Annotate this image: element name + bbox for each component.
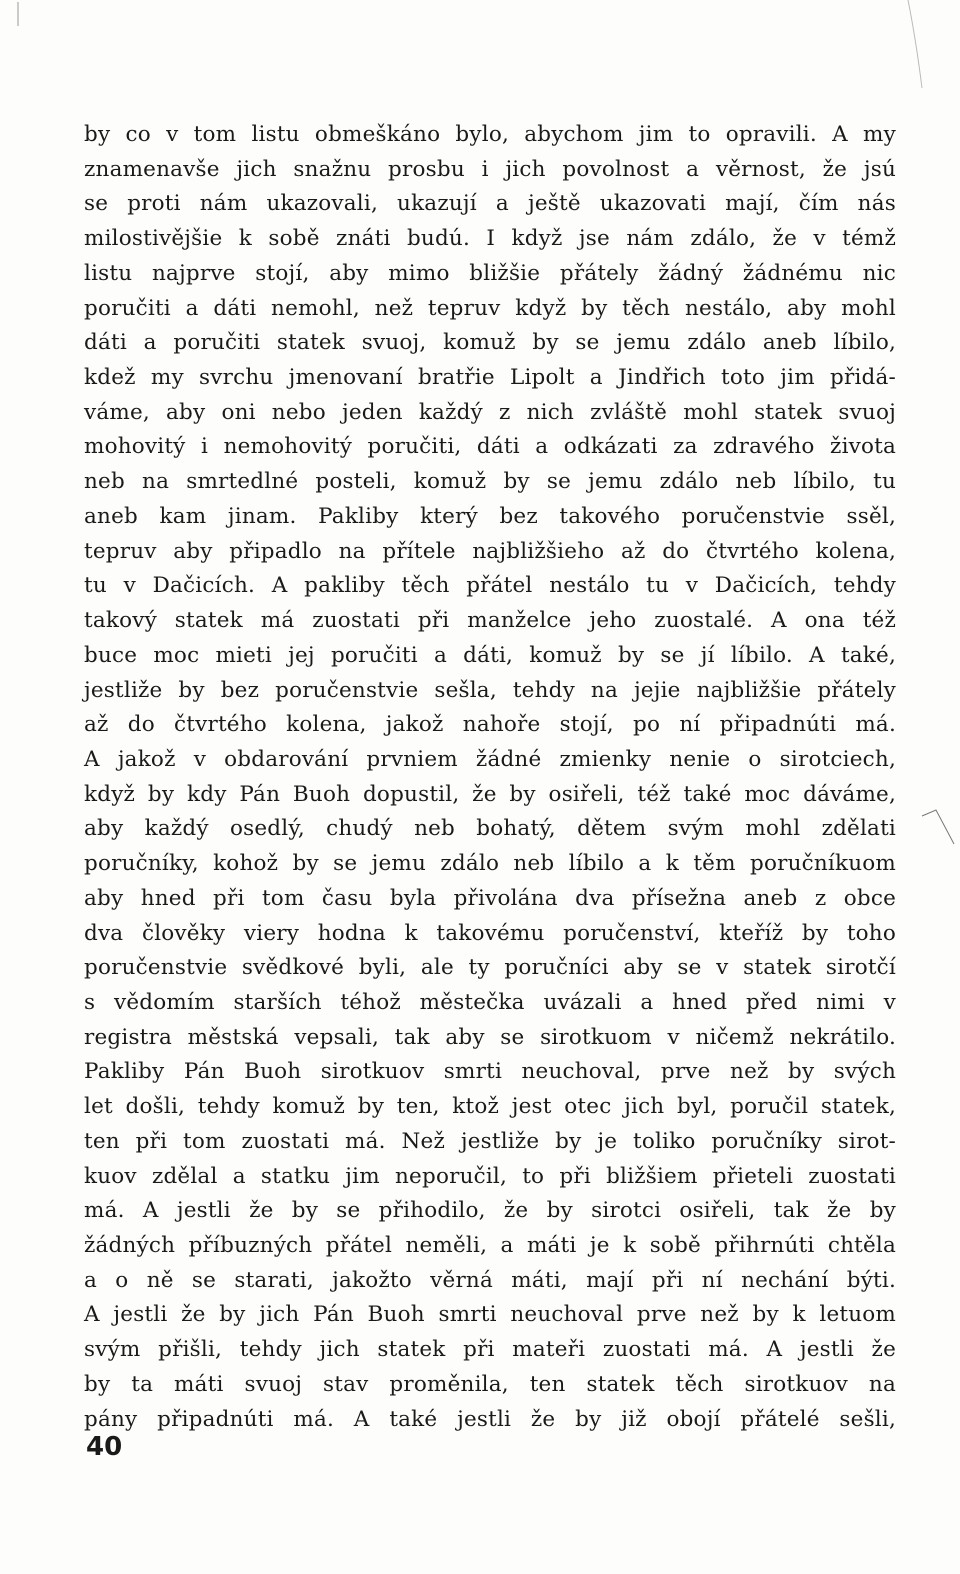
text-line: žádných příbuzných přátel neměli, a máti je k sobě přihrnúti chtěla (84, 1233, 896, 1258)
scan-mark-top (906, 0, 926, 90)
text-line: pány připadnúti má. A také jestli že by již obojí přátelé sešli, (84, 1406, 896, 1432)
page-number: 40 (86, 1432, 123, 1462)
text-line: kuov zdělal a statku jim neporučil, to při bližšiem přieteli zuostati (84, 1163, 896, 1189)
text-line: poručiti a dáti nemohl, než tepruv když by těch nestálo, aby mohl (84, 295, 896, 321)
text-line: má. A jestli že by se přihodilo, že by sirotci osiřeli, tak že by (84, 1198, 896, 1224)
text-line: let došli, tehdy komuž by ten, ktož jest otec jich byl, poručil statek, (84, 1094, 896, 1120)
text-line: když by kdy Pán Buoh dopustil, že by osiřeli, též také moc dáváme, (84, 781, 896, 807)
scan-mark-left (14, 0, 22, 30)
text-line: poručenstvie svědkové byli, ale ty poručníci aby se v statek sirotčí (84, 955, 896, 981)
text-line: dáti a poručiti statek svuoj, komuž by se jemu zdálo aneb líbilo, (84, 330, 896, 356)
text-line: mohovitý i nemohovitý poručiti, dáti a odkázati za zdravého života (84, 434, 896, 460)
text-line: s vědomím starších téhož městečka uvázali a hned před nimi v (84, 989, 896, 1015)
text-line: by ta máti svuoj stav proměnila, ten statek těch sirotkuov na (84, 1371, 896, 1397)
text-line: aby každý osedlý, chudý neb bohatý, dětem svým mohl zdělati (84, 816, 896, 842)
text-line: milostivějšie k sobě znáti budú. I když jse nám zdálo, že v témž (84, 226, 896, 252)
text-line: aby hned při tom času byla přivolána dva přísežna aneb z obce (84, 885, 896, 911)
text-line: by co v tom listu obmeškáno bylo, abychom jim to opravili. A my (84, 122, 896, 147)
text-line: se proti nám ukazovali, ukazují a ještě ukazovati mají, čím nás (84, 191, 896, 217)
text-line: znamenavše jich snažnu prosbu i jich povolnost a věrnost, že jsú (84, 156, 896, 182)
text-line: ten při tom zuostati má. Než jestliže by je toliko poručníky sirot- (84, 1128, 896, 1154)
text-line: aneb kam jinam. Pakliby který bez takového poručenstvie ssěl, (84, 503, 896, 529)
text-line: tu v Dačicích. A pakliby těch přátel nestálo tu v Dačicích, tehdy (84, 573, 896, 599)
text-line: kdež my svrchu jmenovaní bratřie Lipolt a Jindřich toto jim přidá- (84, 365, 896, 391)
margin-pencil-mark (920, 808, 956, 848)
text-line: tepruv aby připadlo na přítele najbližšieho až do čtvrtého kolena, (84, 538, 896, 564)
text-line: Pakliby Pán Buoh sirotkuov smrti neuchoval, prve než by svých (84, 1059, 896, 1085)
text-line: jestliže by bez poručenstvie sešla, tehdy na jejie najbližšie přátely (84, 677, 896, 703)
text-line: listu najprve stojí, aby mimo bližšie přátely žádný žádnému nic (84, 260, 896, 286)
text-line: svým přišli, tehdy jich statek při mateři zuostati má. A jestli že (84, 1337, 896, 1363)
text-line: poručníky, kohož by se jemu zdálo neb líbilo a k těm poručníkuom (84, 851, 896, 877)
text-line: dva člověky viery hodna k takovému poručenství, kteříž by toho (84, 920, 896, 946)
text-line: a o ně se starati, jakožto věrná máti, mají při ní nechání býti. (84, 1267, 896, 1293)
body-text (84, 118, 896, 1437)
text-line: buce moc mieti jej poručiti a dáti, komuž by se jí líbilo. A také, (84, 642, 896, 668)
text-line: neb na smrtedlné posteli, komuž by se jemu zdálo neb líbilo, tu (84, 469, 896, 495)
text-line: takový statek má zuostati při manželce jeho zuostalé. A ona též (84, 608, 896, 634)
text-line: A jakož v obdarování prvniem žádné zmienky nenie o sirotciech, (84, 746, 896, 772)
text-line: váme, aby oni nebo jeden každý z nich zvláště mohl statek svuoj (84, 399, 896, 425)
text-line: A jestli že by jich Pán Buoh smrti neuchoval prve než by k letuom (84, 1302, 896, 1328)
text-line: registra městská vepsali, tak aby se sirotkuom v ničemž nekrátilo. (84, 1024, 896, 1050)
text-line: až do čtvrtého kolena, jakož nahoře stojí, po ní připadnúti má. (84, 712, 896, 738)
